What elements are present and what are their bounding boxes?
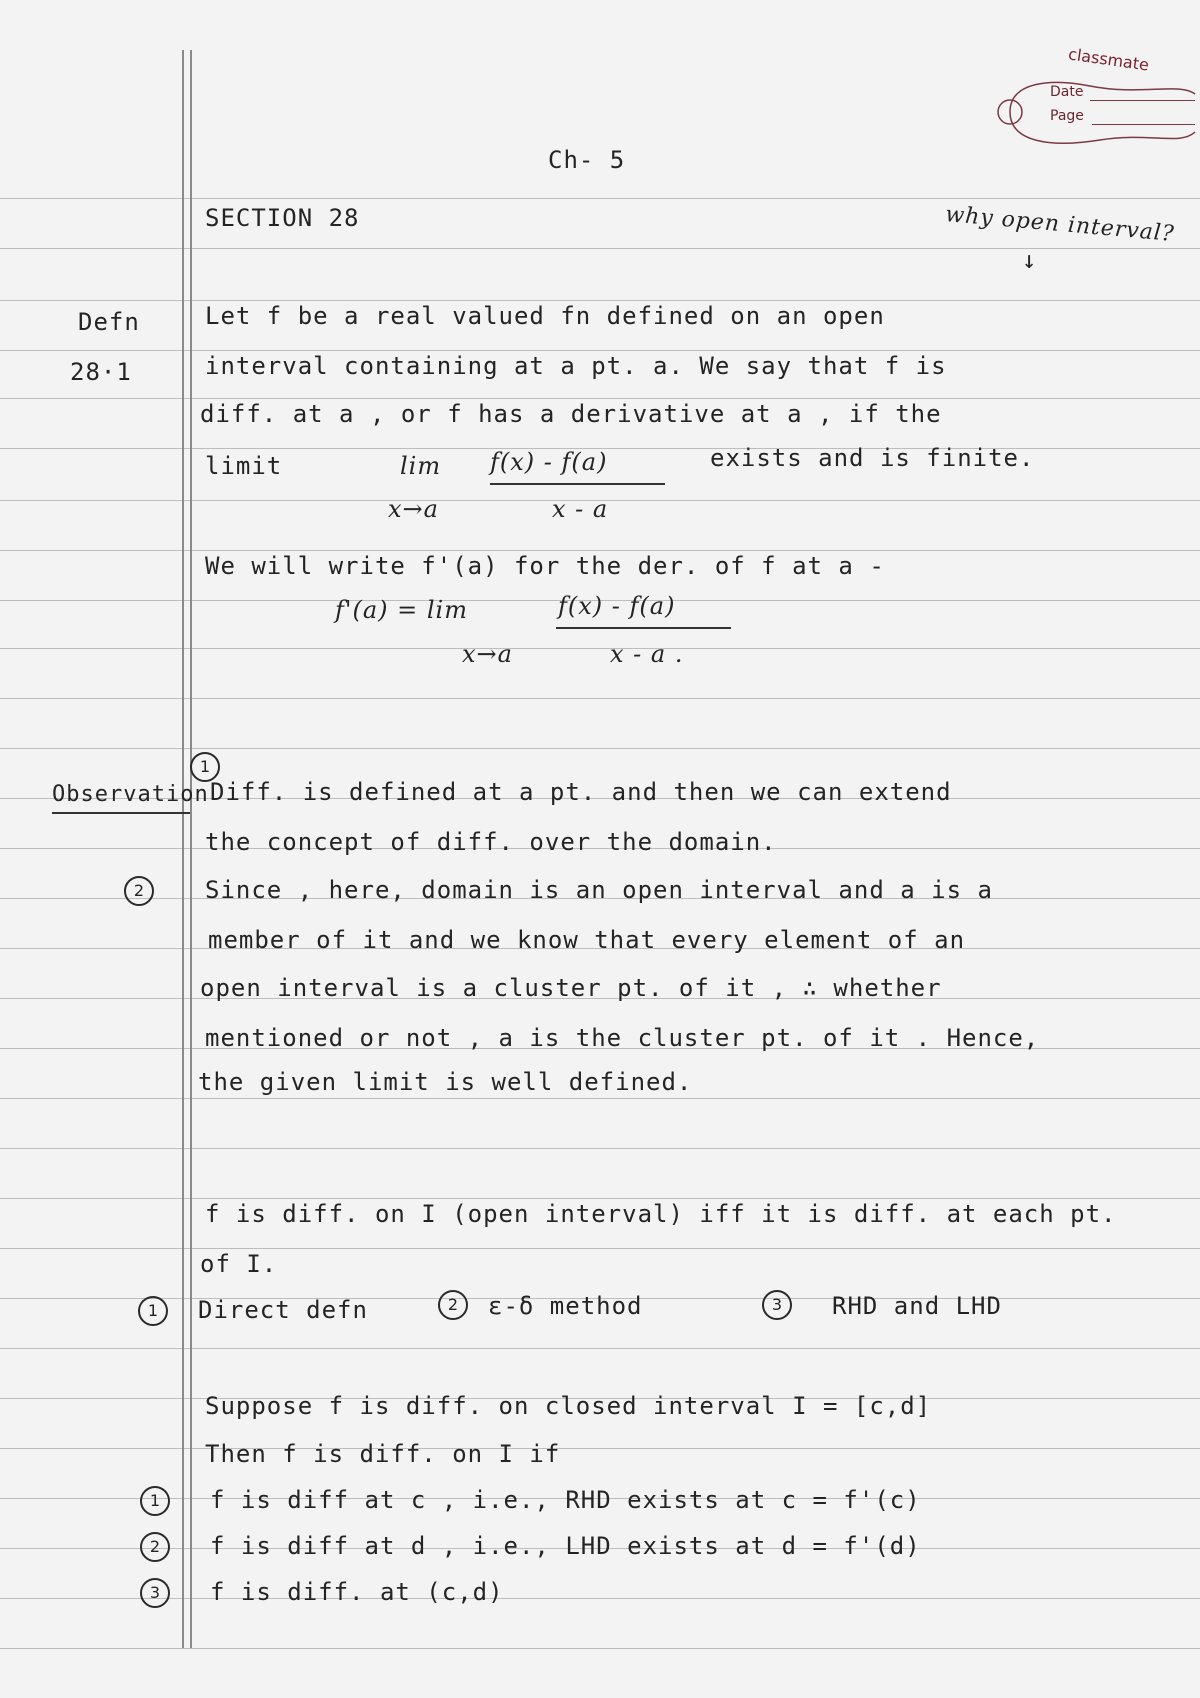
condition-text: f is diff at d , i.e., LHD exists at d = f'(d) [210,1532,921,1560]
derivative-numerator: f(x) - f(a) [558,592,676,620]
derivative-lhs: f'(a) = lim [335,596,468,624]
limit-denominator: x - a [552,495,609,523]
limit-word: limit [205,452,283,480]
definition-number: 28·1 [70,358,132,386]
limit-tail: exists and is finite. [710,444,1035,472]
interval-line: of I. [200,1250,278,1278]
method-marker: 2 [438,1290,468,1320]
definition-line: interval containing at a pt. a. We say that f is [205,352,947,380]
margin-line [190,50,192,1648]
closed-line: Suppose f is diff. on closed interval I = [c,d] [205,1392,932,1420]
observation-line: Since , here, domain is an open interval and a is a [205,876,993,904]
definition-line: Let f be a real valued fn defined on an open [205,302,885,330]
side-note-arrow: ↓ [1022,246,1038,274]
condition-text: f is diff. at (c,d) [210,1578,504,1606]
observation-line: member of it and we know that every element of an [208,926,966,954]
write-line: We will write f'(a) for the der. of f at a - [205,552,885,580]
definition-label: Defn [78,308,140,336]
brand-stamp-icon [990,72,1200,152]
marker-2: 2 [124,876,154,906]
condition-text: f is diff at c , i.e., RHD exists at c = f'(c) [210,1486,921,1514]
method-label: Direct defn [198,1296,368,1324]
definition-line: diff. at a , or f has a derivative at a , if the [200,400,942,428]
chapter-title: Ch- 5 [548,146,626,174]
page-label: Page [1050,108,1084,124]
observation-label: Observation [52,782,209,807]
marker-1: 1 [190,752,220,782]
method-label: RHD and LHD [832,1292,1002,1320]
observation-line: mentioned or not , a is the cluster pt. of it . Hence, [205,1024,1040,1052]
observation-line: open interval is a cluster pt. of it , ∴ whether [200,974,942,1002]
observation-line: the given limit is well defined. [198,1068,693,1096]
method-label: ε-δ method [488,1292,643,1320]
method-marker: 1 [138,1296,168,1326]
condition-marker: 1 [140,1486,170,1516]
limit-symbol: lim [400,452,442,480]
condition-marker: 3 [140,1578,170,1608]
derivative-subscript: x→a [462,640,513,668]
brand-logo: classmate [1067,44,1151,75]
side-note: why open interval? [944,202,1176,247]
observation-line: the concept of diff. over the domain. [205,828,777,856]
derivative-denominator: x - a . [610,640,684,668]
date-label: Date [1050,84,1084,100]
method-marker: 3 [762,1290,792,1320]
condition-marker: 2 [140,1532,170,1562]
observation-line: Diff. is defined at a pt. and then we can extend [210,778,952,806]
section-heading: SECTION 28 [205,204,360,232]
margin-line [182,50,184,1648]
limit-subscript: x→a [388,495,439,523]
closed-line: Then f is diff. on I if [205,1440,561,1468]
interval-line: f is diff. on I (open interval) iff it is diff. at each pt. [205,1200,1117,1228]
limit-numerator: f(x) - f(a) [490,448,608,476]
